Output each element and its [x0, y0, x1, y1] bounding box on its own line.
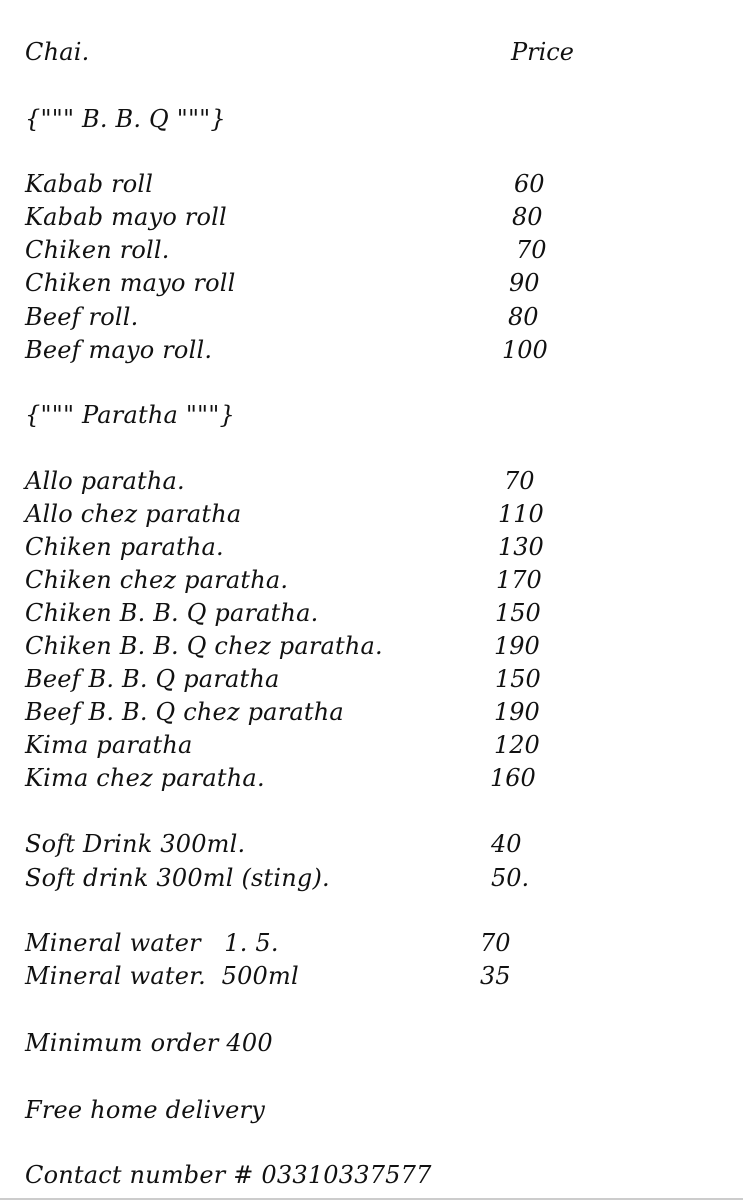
menu-item-price: 70: [504, 467, 535, 495]
menu-item-name: Beef mayo roll.: [25, 336, 213, 364]
menu-item-price: 35: [480, 962, 511, 990]
menu-item-name: Chiken chez paratha.: [25, 566, 289, 594]
contact-number: Contact number # 03310337577: [25, 1161, 432, 1189]
menu-item-name: Beef B. B. Q chez paratha: [25, 698, 344, 726]
menu-item-price: 60: [514, 170, 545, 198]
menu-item-name: Allo chez paratha: [25, 500, 242, 528]
menu-item-price: 100: [502, 336, 548, 364]
menu-item-name: Kabab roll: [25, 170, 154, 198]
menu-item-price: 70: [480, 929, 511, 957]
menu-item-name: Beef roll.: [25, 303, 139, 331]
menu-item-price: 120: [494, 731, 540, 759]
menu-item-price: 50.: [491, 864, 530, 892]
section-heading-paratha: {""" Paratha """}: [25, 401, 236, 429]
menu-item-name: Chiken B. B. Q paratha.: [25, 599, 319, 627]
menu-item-price: 80: [508, 303, 539, 331]
menu-item-name: Chiken mayo roll: [25, 269, 236, 297]
free-delivery-note: Free home delivery: [25, 1096, 265, 1124]
menu-item-name: Soft Drink 300ml.: [25, 830, 246, 858]
menu-item-price: 130: [498, 533, 544, 561]
menu-item-name: Allo paratha.: [25, 467, 185, 495]
menu-item-price: 190: [494, 698, 540, 726]
menu-item-price: 110: [498, 500, 544, 528]
menu-item-name: Chiken B. B. Q chez paratha.: [25, 632, 383, 660]
menu-item-name: Mineral water 1. 5.: [25, 929, 279, 957]
menu-item-name: Beef B. B. Q paratha: [25, 665, 280, 693]
menu-item-price: 150: [495, 665, 541, 693]
menu-item-price: 190: [494, 632, 540, 660]
minimum-order-note: Minimum order 400: [25, 1029, 273, 1057]
menu-item-name: Mineral water. 500ml: [25, 962, 299, 990]
price-column-header: Price: [511, 38, 574, 66]
menu-item-price: 80: [512, 203, 543, 231]
menu-item-price: 90: [509, 269, 540, 297]
menu-item-name: Kima chez paratha.: [25, 764, 265, 792]
menu-item-price: 160: [490, 764, 536, 792]
menu-item-price: 40: [491, 830, 522, 858]
menu-item-price: 70: [516, 236, 547, 264]
menu-item-name: Chiken paratha.: [25, 533, 224, 561]
menu-item-name: Soft drink 300ml (sting).: [25, 864, 330, 892]
menu-item-name: Kima paratha: [25, 731, 193, 759]
menu-item-name: Kabab mayo roll: [25, 203, 227, 231]
menu-item-price: 170: [496, 566, 542, 594]
menu-title: Chai.: [25, 38, 90, 66]
section-heading-bbq: {""" B. B. Q """}: [25, 105, 226, 133]
menu-item-name: Chiken roll.: [25, 236, 170, 264]
menu-item-price: 150: [495, 599, 541, 627]
